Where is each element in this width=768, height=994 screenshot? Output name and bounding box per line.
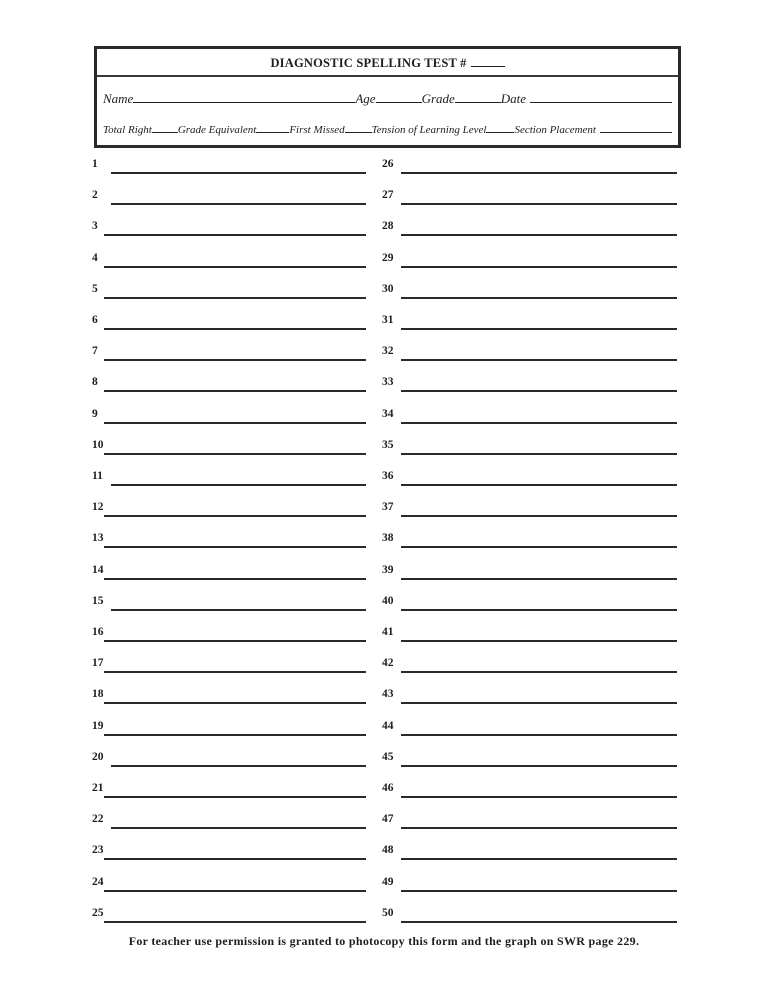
grade-field[interactable] bbox=[455, 92, 501, 103]
answer-row bbox=[382, 250, 677, 270]
answer-row bbox=[382, 156, 677, 176]
field-label: Name bbox=[103, 91, 134, 106]
field-label: Grade Equivalent bbox=[177, 124, 257, 136]
answer-row bbox=[92, 749, 366, 769]
answer-row bbox=[92, 187, 366, 207]
name-field[interactable] bbox=[133, 92, 355, 103]
item-number: 5 bbox=[92, 282, 98, 295]
answer-row bbox=[92, 780, 366, 800]
answer-line[interactable] bbox=[401, 234, 677, 236]
item-number: 15 bbox=[92, 594, 104, 607]
answer-line[interactable] bbox=[401, 266, 677, 268]
answer-row bbox=[92, 562, 366, 582]
item-number: 21 bbox=[92, 782, 104, 794]
answer-row bbox=[92, 842, 366, 862]
answer-row bbox=[92, 718, 366, 738]
item-number: 45 bbox=[382, 750, 394, 763]
item-number: 29 bbox=[382, 251, 394, 264]
field-label: Age bbox=[355, 91, 376, 106]
answer-line[interactable] bbox=[111, 203, 366, 205]
tension-of-learning-level-field[interactable] bbox=[486, 122, 514, 133]
first-missed-field[interactable] bbox=[345, 122, 372, 133]
item-number: 16 bbox=[92, 626, 104, 638]
answer-line[interactable] bbox=[401, 796, 677, 798]
answer-line[interactable] bbox=[111, 609, 366, 611]
answer-row bbox=[92, 874, 366, 894]
item-number: 46 bbox=[382, 782, 394, 794]
answer-line[interactable] bbox=[104, 453, 366, 455]
answer-row bbox=[92, 655, 366, 675]
answer-line[interactable] bbox=[401, 858, 677, 860]
item-number: 36 bbox=[382, 470, 394, 482]
item-number: 37 bbox=[382, 501, 394, 514]
answer-line[interactable] bbox=[401, 702, 677, 704]
item-number: 41 bbox=[382, 626, 394, 638]
section-placement-field[interactable] bbox=[600, 122, 672, 133]
answer-row bbox=[382, 686, 677, 706]
item-number: 18 bbox=[92, 688, 104, 701]
answer-line[interactable] bbox=[104, 266, 366, 268]
answer-row bbox=[92, 374, 366, 394]
total-right-field[interactable] bbox=[152, 122, 178, 133]
answer-row bbox=[92, 593, 366, 613]
answer-row bbox=[382, 218, 677, 238]
item-number: 38 bbox=[382, 532, 394, 545]
student-info-row bbox=[103, 91, 672, 107]
item-number: 32 bbox=[382, 345, 394, 358]
answer-row bbox=[382, 655, 677, 675]
answer-line[interactable] bbox=[401, 734, 677, 736]
answer-line[interactable] bbox=[401, 297, 677, 299]
item-number: 22 bbox=[92, 813, 104, 826]
item-number: 11 bbox=[92, 470, 103, 482]
answer-line[interactable] bbox=[401, 827, 677, 829]
answer-row bbox=[382, 749, 677, 769]
answer-line[interactable] bbox=[104, 890, 366, 892]
answer-line[interactable] bbox=[104, 390, 366, 392]
answer-line[interactable] bbox=[111, 172, 366, 174]
answer-line[interactable] bbox=[104, 640, 366, 642]
answer-line[interactable] bbox=[104, 422, 366, 424]
answer-row bbox=[382, 811, 677, 831]
answer-line[interactable] bbox=[104, 515, 366, 517]
answer-row bbox=[382, 187, 677, 207]
item-number: 3 bbox=[92, 220, 98, 233]
field-label: Grade bbox=[421, 91, 455, 106]
answer-line[interactable] bbox=[104, 734, 366, 736]
answer-line[interactable] bbox=[401, 578, 677, 580]
answer-row bbox=[382, 624, 677, 644]
item-number: 42 bbox=[382, 657, 394, 670]
answer-line[interactable] bbox=[401, 359, 677, 361]
item-number: 49 bbox=[382, 875, 394, 888]
answer-row bbox=[382, 406, 677, 426]
answer-row bbox=[92, 905, 366, 925]
answer-line[interactable] bbox=[104, 671, 366, 673]
item-number: 28 bbox=[382, 220, 394, 233]
answer-line[interactable] bbox=[104, 328, 366, 330]
answer-row bbox=[92, 281, 366, 301]
answer-row bbox=[92, 218, 366, 238]
answer-row bbox=[382, 562, 677, 582]
answer-line[interactable] bbox=[401, 671, 677, 673]
item-number: 34 bbox=[382, 407, 394, 420]
item-number: 2 bbox=[92, 189, 98, 202]
answer-row bbox=[382, 468, 677, 488]
answer-row bbox=[92, 499, 366, 519]
answer-row bbox=[382, 312, 677, 332]
answer-row bbox=[382, 499, 677, 519]
answer-line[interactable] bbox=[401, 765, 677, 767]
answer-line[interactable] bbox=[111, 765, 366, 767]
answer-row bbox=[382, 718, 677, 738]
score-info-row bbox=[103, 122, 672, 136]
answer-line[interactable] bbox=[104, 297, 366, 299]
field-label: Date bbox=[500, 91, 527, 106]
answer-line[interactable] bbox=[401, 328, 677, 330]
answer-row bbox=[92, 406, 366, 426]
answer-row bbox=[92, 811, 366, 831]
answer-row bbox=[92, 468, 366, 488]
answer-line[interactable] bbox=[111, 484, 366, 486]
item-number: 19 bbox=[92, 719, 104, 732]
answer-line[interactable] bbox=[401, 203, 677, 205]
permission-footer: For teacher use permission is granted to photocopy this form and the graph on SWR page 229. bbox=[128, 934, 640, 948]
answer-line[interactable] bbox=[401, 172, 677, 174]
answer-line[interactable] bbox=[401, 921, 677, 923]
answer-row bbox=[382, 281, 677, 301]
item-number: 43 bbox=[382, 688, 394, 701]
title-row bbox=[97, 49, 678, 77]
answer-line[interactable] bbox=[401, 890, 677, 892]
age-field[interactable] bbox=[376, 92, 422, 103]
answer-line[interactable] bbox=[401, 390, 677, 392]
answer-row bbox=[382, 343, 677, 363]
answer-row bbox=[382, 593, 677, 613]
field-label: Tension of Learning Level bbox=[371, 124, 487, 136]
item-number: 7 bbox=[92, 345, 98, 358]
item-number: 35 bbox=[382, 438, 394, 451]
item-number: 9 bbox=[92, 407, 98, 420]
answer-line[interactable] bbox=[104, 921, 366, 923]
item-number: 44 bbox=[382, 719, 394, 732]
answer-row bbox=[92, 250, 366, 270]
item-number: 27 bbox=[382, 189, 394, 202]
item-number: 24 bbox=[92, 875, 104, 888]
item-number: 30 bbox=[382, 282, 394, 295]
item-number: 33 bbox=[382, 376, 394, 389]
answer-row bbox=[382, 437, 677, 457]
page-title: DIAGNOSTIC SPELLING TEST # bbox=[270, 56, 467, 70]
item-number: 8 bbox=[92, 376, 98, 389]
item-number: 20 bbox=[92, 750, 104, 763]
test-number-blank[interactable] bbox=[471, 56, 505, 67]
item-number: 39 bbox=[382, 563, 394, 576]
item-number: 31 bbox=[382, 314, 394, 326]
answer-row bbox=[92, 530, 366, 550]
answer-row bbox=[382, 842, 677, 862]
item-number: 47 bbox=[382, 813, 394, 826]
date-field[interactable] bbox=[530, 92, 672, 103]
item-number: 17 bbox=[92, 657, 104, 670]
answer-row bbox=[92, 686, 366, 706]
test-header-box bbox=[94, 46, 681, 148]
item-number: 10 bbox=[92, 438, 104, 451]
answer-row bbox=[382, 530, 677, 550]
answer-line[interactable] bbox=[111, 827, 366, 829]
answer-line[interactable] bbox=[104, 702, 366, 704]
answer-row bbox=[382, 374, 677, 394]
field-label: First Missed bbox=[289, 124, 345, 136]
answer-row bbox=[382, 780, 677, 800]
answer-line[interactable] bbox=[104, 359, 366, 361]
answer-line[interactable] bbox=[104, 546, 366, 548]
answer-line[interactable] bbox=[104, 578, 366, 580]
field-label: Total Right bbox=[103, 124, 152, 136]
item-number: 14 bbox=[92, 563, 104, 576]
item-number: 4 bbox=[92, 251, 98, 264]
answer-line[interactable] bbox=[401, 484, 677, 486]
item-number: 1 bbox=[92, 158, 98, 170]
item-number: 25 bbox=[92, 906, 104, 919]
answer-line[interactable] bbox=[104, 234, 366, 236]
item-number: 12 bbox=[92, 501, 104, 514]
grade-equivalent-field[interactable] bbox=[256, 122, 289, 133]
answer-row bbox=[92, 624, 366, 644]
item-number: 23 bbox=[92, 844, 104, 857]
answer-line[interactable] bbox=[401, 609, 677, 611]
answer-row bbox=[92, 343, 366, 363]
answer-row bbox=[382, 905, 677, 925]
item-number: 40 bbox=[382, 594, 394, 607]
answer-line[interactable] bbox=[104, 858, 366, 860]
answer-row bbox=[92, 312, 366, 332]
answer-line[interactable] bbox=[401, 515, 677, 517]
item-number: 13 bbox=[92, 532, 104, 545]
answer-line[interactable] bbox=[401, 422, 677, 424]
item-number: 26 bbox=[382, 158, 394, 170]
item-number: 50 bbox=[382, 906, 394, 919]
answer-line[interactable] bbox=[401, 546, 677, 548]
item-number: 6 bbox=[92, 314, 98, 326]
answer-row bbox=[92, 437, 366, 457]
item-number: 48 bbox=[382, 844, 394, 857]
answer-row bbox=[92, 156, 366, 176]
answer-line[interactable] bbox=[401, 640, 677, 642]
answer-line[interactable] bbox=[104, 796, 366, 798]
answer-row bbox=[382, 874, 677, 894]
answer-line[interactable] bbox=[401, 453, 677, 455]
field-label: Section Placement bbox=[514, 124, 596, 136]
